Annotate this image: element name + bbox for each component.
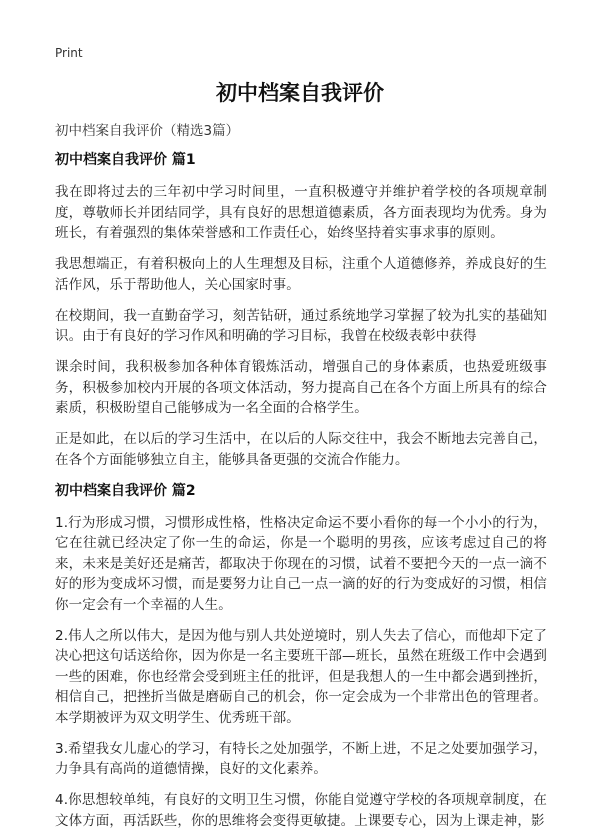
article-body	[55, 150, 547, 828]
section-heading: 初中档案自我评价 篇1	[55, 152, 196, 168]
print-link[interactable]: Print	[55, 46, 83, 60]
paragraph: 4.你思想较单纯，有良好的文明卫生习惯，你能自觉遵守学校的各项规章制度，在文体方面，再活跃些，你的思维将会变得更敏捷。上课要专心，因为上课走神，影	[55, 792, 547, 828]
section-1	[55, 150, 547, 470]
paragraph: 正是如此，在以后的学习生活中，在以后的人际交往中，我会不断地去完善自己，在各个方面能够独立自主，能够具备更强的交流合作能力。	[55, 431, 547, 468]
section-heading: 初中档案自我评价 篇2	[55, 482, 196, 499]
paragraph: 1.行为形成习惯，习惯形成性格，性格决定命运不要小看你的每一个小小的行为，它在往就已经决定了你一生的命运，你是一个聪明的男孩，应该考虑过自己的将来，未来是美好还是痛苦，都取决于你现在的习惯，试着不要把今天的一点一滴不好的形为变成坏习惯，而是要努力让自己一点一滴的好的行为变成好的习惯，相信你一定会有一个幸福的人生。	[55, 514, 547, 613]
paragraph: 3.希望我女儿虚心的学习，有特长之处加强学，不断上进，不足之处要加强学习，力争具有高尚的道德情操，良好的文化素养。	[55, 740, 547, 777]
page-title: 初中档案自我评价	[216, 81, 384, 105]
paragraph: 我思想端正，有着积极向上的人生理想及目标，注重个人道德修养，养成良好的生活作风，乐于帮助他人，关心国家时事。	[55, 256, 547, 293]
paragraph: 我在即将过去的三年初中学习时间里，一直积极遵守并维护着学校的各项规章制度，尊敬师长并团结同学，具有良好的思想道德素质，各方面表现均为优秀。身为班长，有着强烈的集体荣誉感和工作责任心，始终坚持着实事求事的原则。	[55, 184, 547, 241]
paragraph: 在校期间，我一直勤奋学习，刻苦钻研，通过系统地学习掌握了较为扎实的基础知识。由于有良好的学习作风和明确的学习目标，我曾在校级表彰中获得	[55, 307, 547, 344]
document-subtitle: 初中档案自我评价（精选3篇）	[55, 123, 240, 139]
paragraph: 课余时间，我积极参加各种体育锻炼活动，增强自己的身体素质，也热爱班级事务，积极参加校内开展的各项文体活动，努力提高自己在各个方面上所具有的综合素质，积极盼望自己能够成为一名全面的合格学生。	[55, 359, 547, 416]
paragraph: 2.伟人之所以伟大，是因为他与别人共处逆境时，别人失去了信心，而他却下定了决心把这句话送给你，因为你是一名主要班干部—班长，虽然在班级工作中会遇到一些的困难，你也经常会受到班主任的批评，但是我想人的一生中都会遇到挫折，相信自己，把挫折当做是磨砺自己的机会，你一定会成为一个非常出色的管理者。本学期被评为双文明学生、优秀班干部。	[55, 627, 547, 726]
section-2	[55, 481, 547, 828]
